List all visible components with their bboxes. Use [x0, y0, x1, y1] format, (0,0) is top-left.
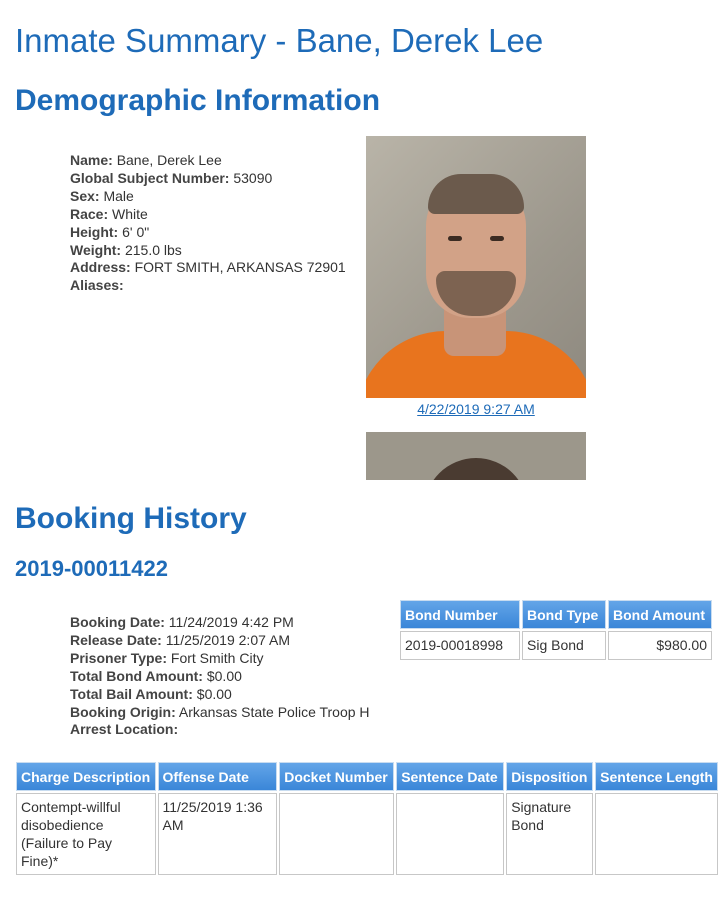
arrest-location-row	[70, 721, 370, 739]
prisoner-type-value: Fort Smith City	[170, 649, 264, 666]
race-row	[70, 206, 346, 224]
sentence-length-cell	[595, 793, 718, 875]
offense-date-header[interactable]: Offense Date	[158, 762, 278, 791]
aliases-label: Aliases:	[70, 277, 124, 294]
height-value: 6' 0"	[122, 223, 150, 240]
bond-type-cell: Sig Bond	[522, 631, 606, 660]
booking-origin-value: Arkansas State Police Troop H	[178, 703, 370, 720]
address-row	[70, 259, 346, 277]
bond-table-header-row	[400, 600, 712, 629]
docket-number-header[interactable]: Docket Number	[279, 762, 394, 791]
address-value: FORT SMITH, ARKANSAS 72901	[134, 259, 346, 276]
total-bail-label: Total Bail Amount:	[70, 685, 193, 702]
disposition-header[interactable]: Disposition	[506, 762, 593, 791]
table-row	[400, 631, 712, 660]
sentence-date-header[interactable]: Sentence Date	[396, 762, 504, 791]
offense-date-cell: 11/25/2019 1:36 AM	[158, 793, 278, 875]
charge-table	[14, 760, 720, 877]
sentence-date-cell	[396, 793, 504, 875]
demographic-info	[70, 152, 346, 295]
address-label: Address:	[70, 259, 131, 276]
mugshot-photo-secondary[interactable]	[366, 432, 586, 480]
weight-row	[70, 242, 346, 260]
charge-table-header-row	[16, 762, 718, 791]
booking-number-heading: 2019-00011422	[15, 556, 168, 581]
total-bond-label: Total Bond Amount:	[70, 667, 203, 684]
release-date-value: 11/25/2019 2:07 AM	[165, 631, 291, 648]
sentence-length-header[interactable]: Sentence Length	[595, 762, 718, 791]
docket-number-cell	[279, 793, 394, 875]
bond-number-header[interactable]: Bond Number	[400, 600, 520, 629]
race-value: White	[112, 205, 148, 222]
arrest-location-label: Arrest Location:	[70, 721, 179, 738]
subject-number-row	[70, 170, 346, 188]
bond-table	[398, 598, 714, 662]
charge-description-header[interactable]: Charge Description	[16, 762, 156, 791]
bond-type-header[interactable]: Bond Type	[522, 600, 606, 629]
height-label: Height:	[70, 223, 119, 240]
mugshot-photo[interactable]	[366, 136, 586, 398]
total-bail-value: $0.00	[196, 685, 232, 702]
name-value: Bane, Derek Lee	[116, 152, 222, 168]
mugshot-date-link[interactable]: 4/22/2019 9:27 AM	[417, 401, 535, 417]
bond-amount-header[interactable]: Bond Amount	[608, 600, 712, 629]
subject-number-label: Global Subject Number:	[70, 169, 230, 186]
name-label: Name:	[70, 152, 113, 168]
bond-amount-cell: $980.00	[608, 631, 712, 660]
race-label: Race:	[70, 205, 109, 222]
release-date-row	[70, 632, 370, 650]
bond-number-cell: 2019-00018998	[400, 631, 520, 660]
booking-origin-label: Booking Origin:	[70, 703, 176, 720]
sex-label: Sex:	[70, 187, 100, 204]
booking-date-row	[70, 614, 370, 632]
weight-value: 215.0 lbs	[124, 241, 182, 258]
sex-row	[70, 188, 346, 206]
demographic-heading: Demographic Information	[15, 84, 381, 117]
total-bail-row	[70, 686, 370, 704]
booking-info	[70, 614, 370, 739]
booking-date-value: 11/24/2019 4:42 PM	[168, 614, 294, 630]
booking-history-heading: Booking History	[15, 502, 247, 535]
release-date-label: Release Date:	[70, 631, 162, 648]
table-row	[16, 793, 718, 875]
aliases-row	[70, 277, 346, 295]
page-title: Inmate Summary - Bane, Derek Lee	[15, 22, 544, 59]
sex-value: Male	[103, 187, 134, 204]
mugshot-container	[366, 136, 586, 418]
prisoner-type-row	[70, 650, 370, 668]
prisoner-type-label: Prisoner Type:	[70, 649, 167, 666]
subject-number-value: 53090	[233, 169, 273, 186]
charge-description-cell: Contempt-willful disobedience (Failure to Pay Fine)*	[16, 793, 156, 875]
height-row	[70, 224, 346, 242]
total-bond-row	[70, 668, 370, 686]
disposition-cell: Signature Bond	[506, 793, 593, 875]
booking-date-label: Booking Date:	[70, 614, 165, 630]
booking-origin-row	[70, 704, 370, 722]
total-bond-value: $0.00	[206, 667, 242, 684]
weight-label: Weight:	[70, 241, 122, 258]
name-row	[70, 152, 346, 170]
